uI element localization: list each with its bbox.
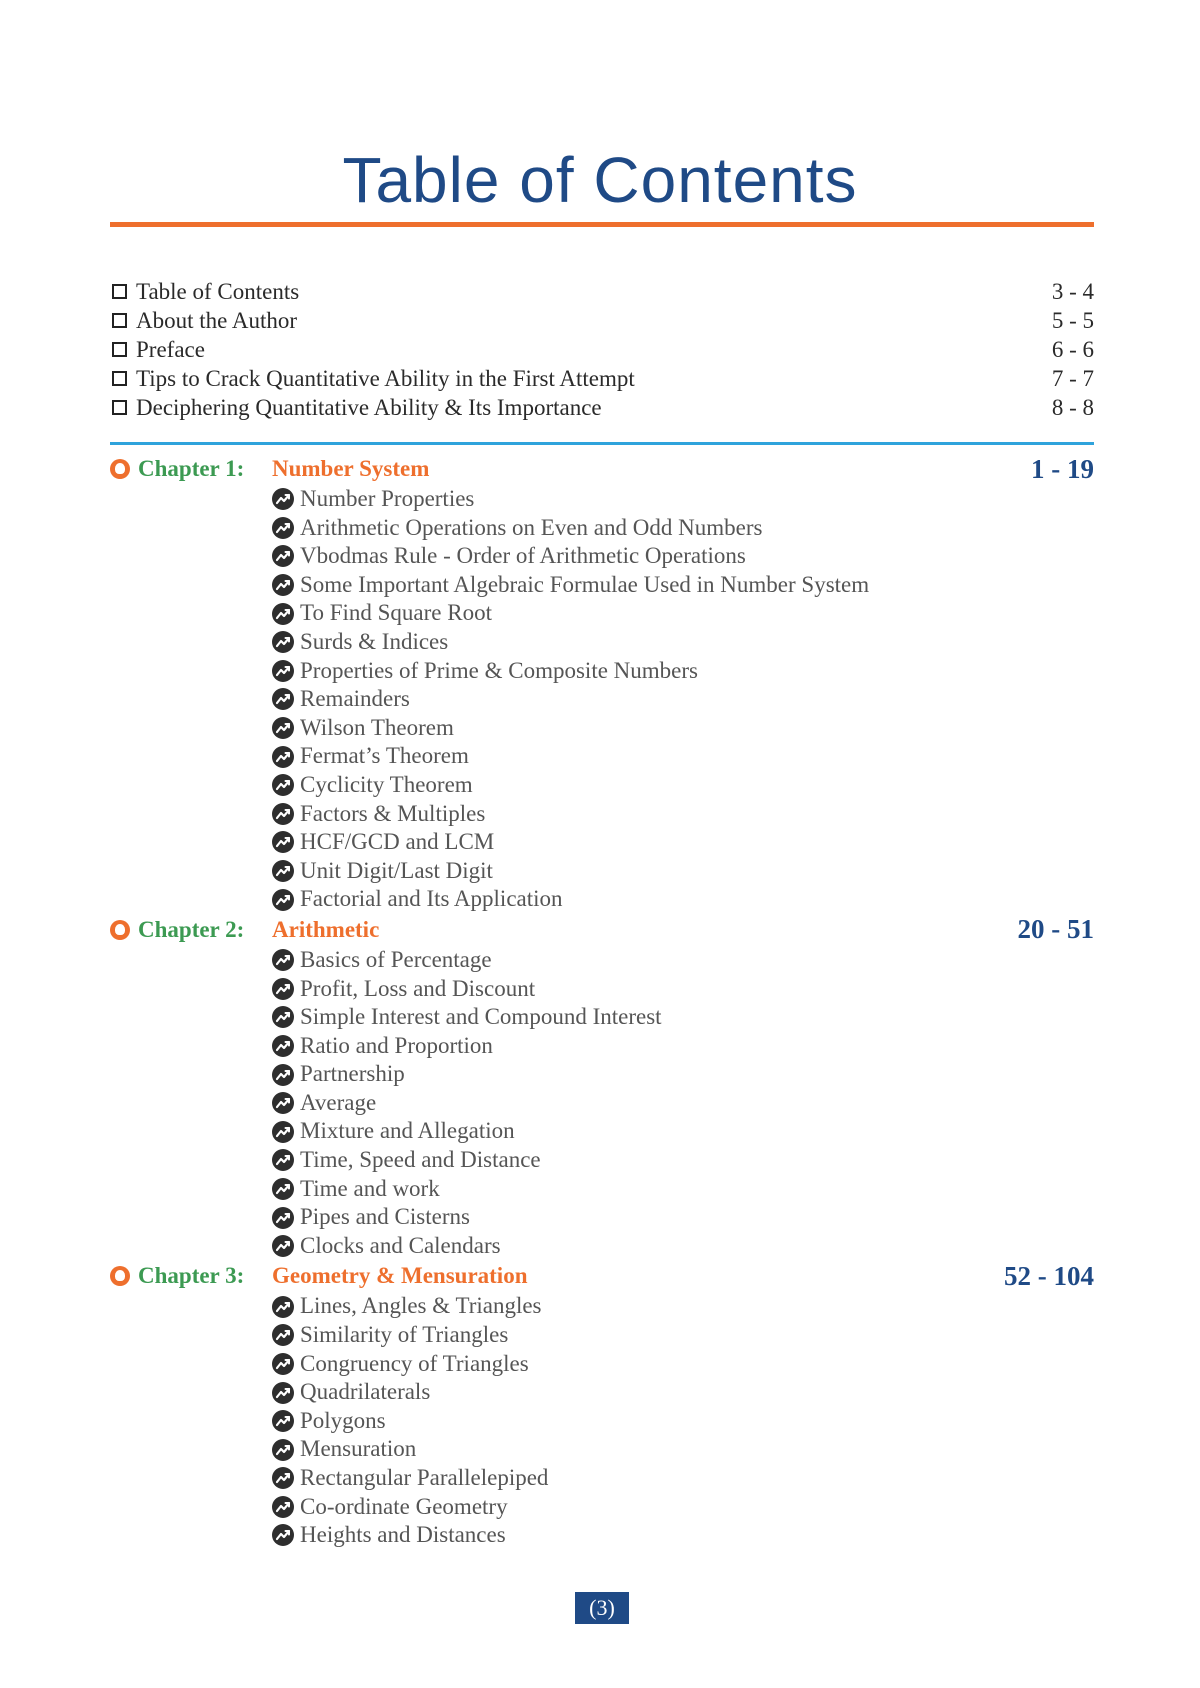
checkbox-icon [112, 371, 127, 386]
topic-label: Arithmetic Operations on Even and Odd Numbers [300, 514, 763, 540]
chapter-block [110, 1260, 1094, 1549]
topic-label: Properties of Prime & Composite Numbers [300, 657, 698, 683]
trend-arrow-icon [272, 1439, 294, 1461]
topic-item[interactable] [272, 800, 1094, 829]
topic-item[interactable] [272, 1464, 1094, 1493]
toc-entry-pages: 6 - 6 [1051, 337, 1094, 362]
checkbox-icon [112, 313, 127, 328]
topic-item[interactable] [272, 485, 1094, 514]
topic-label: Mixture and Allegation [300, 1118, 515, 1144]
trend-arrow-icon [272, 831, 294, 853]
topic-item[interactable] [272, 1521, 1094, 1550]
chapter-pages: 52 - 104 [1004, 1260, 1094, 1291]
toc-entry-label: Deciphering Quantitative Ability & Its Importance [136, 395, 602, 420]
trend-arrow-icon [272, 1382, 294, 1404]
chapter-number: Chapter 1: [138, 456, 245, 481]
topic-item[interactable] [272, 885, 1094, 914]
topic-item[interactable] [272, 657, 1094, 686]
trend-arrow-icon [272, 889, 294, 911]
trend-arrow-icon [272, 1149, 294, 1171]
topic-label: Ratio and Proportion [300, 1032, 493, 1058]
toc-entry-label: Preface [136, 337, 205, 362]
trend-arrow-icon [272, 1467, 294, 1489]
topic-item[interactable] [272, 771, 1094, 800]
topic-item[interactable] [272, 975, 1094, 1004]
trend-arrow-icon [272, 488, 294, 510]
trend-arrow-icon [272, 717, 294, 739]
topic-item[interactable] [272, 1435, 1094, 1464]
topic-item[interactable] [272, 628, 1094, 657]
topic-label: Quadrilaterals [300, 1379, 431, 1405]
topic-item[interactable] [272, 828, 1094, 857]
toc-entry[interactable] [112, 277, 1094, 306]
toc-entry-label: Table of Contents [136, 279, 300, 304]
topic-list [110, 1292, 1094, 1549]
topic-label: Factorial and Its Application [300, 886, 563, 912]
topic-item[interactable] [272, 1175, 1094, 1204]
trend-arrow-icon [272, 1496, 294, 1518]
toc-entry[interactable] [112, 364, 1094, 393]
chapter-pages: 1 - 19 [1031, 453, 1094, 484]
topic-item[interactable] [272, 1203, 1094, 1232]
topic-label: Wilson Theorem [300, 714, 454, 740]
topic-item[interactable] [272, 742, 1094, 771]
topic-label: Rectangular Parallelepiped [300, 1465, 549, 1490]
topic-label: Average [300, 1089, 377, 1115]
toc-entry-pages: 5 - 5 [1051, 308, 1094, 333]
page-title: Table of Contents [342, 144, 858, 216]
topic-item[interactable] [272, 1292, 1094, 1321]
topic-label: Unit Digit/Last Digit [300, 857, 493, 883]
lightbulb-icon [110, 1266, 130, 1286]
topic-item[interactable] [272, 857, 1094, 886]
trend-arrow-icon [272, 1235, 294, 1257]
topic-item[interactable] [272, 1089, 1094, 1118]
trend-arrow-icon [272, 545, 294, 567]
trend-arrow-icon [272, 1353, 294, 1375]
chapter-title: Number System [272, 456, 430, 481]
topic-label: Time and work [300, 1175, 440, 1201]
topic-label: Lines, Angles & Triangles [300, 1293, 542, 1319]
trend-arrow-icon [272, 631, 294, 653]
trend-arrow-icon [272, 1324, 294, 1346]
trend-arrow-icon [272, 803, 294, 825]
topic-item[interactable] [272, 946, 1094, 975]
toc-entry-pages: 7 - 7 [1051, 366, 1094, 391]
topic-item[interactable] [272, 1407, 1094, 1436]
topic-label: Mensuration [300, 1436, 417, 1462]
topic-item[interactable] [272, 1117, 1094, 1146]
lightbulb-icon [110, 920, 130, 940]
trend-arrow-icon [272, 774, 294, 796]
trend-arrow-icon [272, 949, 294, 971]
topic-item[interactable] [272, 685, 1094, 714]
topic-item[interactable] [272, 1032, 1094, 1061]
checkbox-icon [112, 342, 127, 357]
trend-arrow-icon [272, 688, 294, 710]
topic-item[interactable] [272, 1321, 1094, 1350]
trend-arrow-icon [272, 1006, 294, 1028]
topic-label: Polygons [300, 1407, 386, 1433]
topic-item[interactable] [272, 1060, 1094, 1089]
topic-label: Number Properties [300, 486, 475, 511]
topic-item[interactable] [272, 599, 1094, 628]
topic-item[interactable] [272, 1232, 1094, 1261]
trend-arrow-icon [272, 1524, 294, 1546]
trend-arrow-icon [272, 1178, 294, 1200]
trend-arrow-icon [272, 1207, 294, 1229]
topic-item[interactable] [272, 1146, 1094, 1175]
chapter-number: Chapter 2: [138, 916, 245, 942]
topic-item[interactable] [272, 1378, 1094, 1407]
chapter-title: Arithmetic [272, 916, 380, 942]
page-number: (3) [575, 1592, 629, 1624]
topic-label: Partnership [300, 1061, 405, 1087]
toc-entry[interactable] [112, 393, 1094, 422]
toc-entry-label: Tips to Crack Quantitative Ability in the First Attempt [136, 366, 635, 391]
front-matter-list [112, 277, 1094, 422]
topic-label: HCF/GCD and LCM [300, 829, 495, 855]
topic-item[interactable] [272, 1493, 1094, 1522]
chapter-pages: 20 - 51 [1017, 914, 1094, 945]
chapter-block [110, 453, 1094, 914]
topic-item[interactable] [272, 1003, 1094, 1032]
topic-label: Pipes and Cisterns [300, 1204, 470, 1230]
topic-label: To Find Square Root [300, 600, 492, 626]
topic-label: Clocks and Calendars [300, 1232, 501, 1258]
toc-entry-label: About the Author [136, 308, 297, 333]
lightbulb-icon [110, 459, 130, 479]
topic-label: Basics of Percentage [300, 946, 492, 972]
trend-arrow-icon [272, 517, 294, 539]
toc-entry-pages: 3 - 4 [1051, 279, 1094, 304]
checkbox-icon [112, 284, 127, 299]
trend-arrow-icon [272, 1410, 294, 1432]
topic-label: Fermat’s Theorem [300, 743, 469, 769]
trend-arrow-icon [272, 1296, 294, 1318]
topic-label: Co-ordinate Geometry [300, 1493, 508, 1519]
topic-label: Factors & Multiples [300, 800, 486, 826]
topic-label: Vbodmas Rule - Order of Arithmetic Operations [300, 543, 746, 569]
chapter-title: Geometry & Mensuration [272, 1263, 528, 1289]
topic-label: Some Important Algebraic Formulae Used in Number System [300, 571, 870, 597]
topic-label: Congruency of Triangles [300, 1350, 529, 1376]
section-divider [110, 442, 1094, 445]
trend-arrow-icon [272, 660, 294, 682]
toc-entry[interactable] [112, 306, 1094, 335]
trend-arrow-icon [272, 1035, 294, 1057]
topic-label: Simple Interest and Compound Interest [300, 1004, 662, 1030]
topic-item[interactable] [272, 714, 1094, 743]
chapter-block [110, 914, 1094, 1261]
trend-arrow-icon [272, 574, 294, 596]
toc-entry-pages: 8 - 8 [1051, 395, 1094, 420]
chapter-heading[interactable] [110, 1260, 1094, 1292]
topic-label: Profit, Loss and Discount [300, 975, 536, 1001]
trend-arrow-icon [272, 746, 294, 768]
topic-item[interactable] [272, 542, 1094, 571]
topic-label: Surds & Indices [300, 628, 449, 654]
topic-item[interactable] [272, 571, 1094, 600]
chapter-heading[interactable] [110, 453, 1094, 485]
topic-label: Time, Speed and Distance [300, 1147, 541, 1173]
title-divider [110, 222, 1094, 227]
topic-label: Cyclicity Theorem [300, 771, 473, 797]
topic-list [110, 485, 1094, 914]
topic-label: Similarity of Triangles [300, 1322, 509, 1348]
topic-item[interactable] [272, 514, 1094, 543]
trend-arrow-icon [272, 860, 294, 882]
topic-label: Heights and Distances [300, 1522, 506, 1548]
trend-arrow-icon [272, 1064, 294, 1086]
chapter-number: Chapter 3: [138, 1263, 245, 1289]
checkbox-icon [112, 400, 127, 415]
topic-list [110, 946, 1094, 1261]
trend-arrow-icon [272, 1121, 294, 1143]
trend-arrow-icon [272, 978, 294, 1000]
chapter-heading[interactable] [110, 914, 1094, 946]
topic-item[interactable] [272, 1350, 1094, 1379]
topic-label: Remainders [300, 686, 410, 712]
chapter-list [110, 453, 1094, 1550]
trend-arrow-icon [272, 603, 294, 625]
toc-entry[interactable] [112, 335, 1094, 364]
trend-arrow-icon [272, 1092, 294, 1114]
